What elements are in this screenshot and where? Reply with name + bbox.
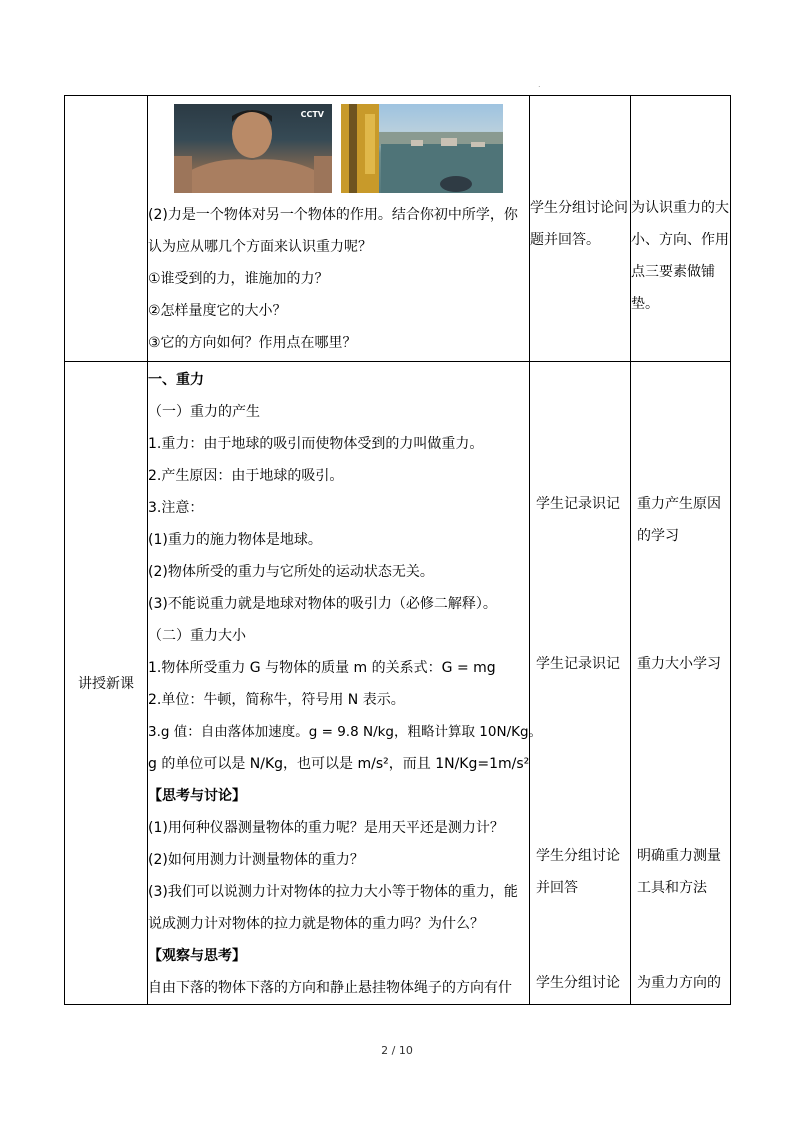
student-activity-text: 学生记录识记: [536, 496, 620, 512]
text-line: （一）重力的产生: [148, 404, 260, 420]
design-intent-text: 重力大小学习: [637, 656, 721, 672]
text-line: 2.产生原因：由于地球的吸引。: [148, 468, 344, 484]
text-line: ①谁受到的力，谁施加的力？: [148, 271, 329, 287]
text-line: 3.注意：: [148, 500, 204, 516]
section-heading: 【思考与讨论】: [148, 788, 246, 804]
cctv-logo: CCTV: [300, 110, 324, 119]
text-line: 自由下落的物体下落的方向和静止悬挂物体绳子的方向有什: [148, 980, 512, 996]
section-heading: 一、重力: [148, 372, 204, 388]
table-row: [65, 362, 731, 1005]
content-cell: [148, 96, 530, 362]
text-line: ③它的方向如何？作用点在哪里？: [148, 335, 357, 351]
text-line: (1)用何种仪器测量物体的重力呢？是用天平还是测力计？: [148, 820, 504, 836]
text-line: 1.重力：由于地球的吸引而使物体受到的力叫做重力。: [148, 436, 484, 452]
design-intent-text: 明确重力测量工具和方法: [637, 848, 721, 896]
stage-cell: [65, 362, 148, 1005]
bungee-photo-icon: [341, 104, 503, 193]
text-line: 3.g 值：自由落体加速度。g = 9.8 N/kg，粗略计算取 10N/Kg。: [148, 724, 543, 740]
stage-cell-empty: [65, 96, 148, 362]
student-activity-text: 学生分组讨论问题并回答。: [530, 200, 628, 248]
text-line: (1)重力的施力物体是地球。: [148, 532, 322, 548]
text-line: (3)不能说重力就是地球对物体的吸引力（必修二解释）。: [148, 596, 497, 612]
student-activity-cell: [530, 96, 631, 362]
design-intent-text: 为重力方向的: [637, 975, 721, 991]
text-line: （二）重力大小: [148, 628, 246, 644]
content-cell: [148, 362, 543, 1005]
stage-label: 讲授新课: [78, 676, 134, 692]
design-intent-text: 重力产生原因的学习: [637, 496, 721, 544]
table-row: [65, 96, 731, 362]
text-line: (2)如何用测力计测量物体的重力？: [148, 852, 364, 868]
page-number: 2 / 10: [381, 1044, 413, 1057]
header-dot: .: [538, 80, 541, 89]
text-line: 1.物体所受重力 G 与物体的质量 m 的关系式：G = mg: [148, 660, 496, 676]
diver-photo-icon: [174, 104, 332, 193]
student-activity-text: 学生分组讨论并回答: [536, 848, 620, 896]
text-line: 2.单位：牛顿，简称牛，符号用 N 表示。: [148, 692, 405, 708]
text-line: ②怎样量度它的大小？: [148, 303, 287, 319]
student-activity-cell: [530, 362, 631, 1005]
text-line: (2)物体所受的重力与它所处的运动状态无关。: [148, 564, 434, 580]
student-activity-text: 学生记录识记: [536, 656, 620, 672]
section-heading: 【观察与思考】: [148, 948, 246, 964]
text-line: (2)力是一个物体对另一个物体的作用。结合你初中所学，你认为应从哪几个方面来认识重力呢？: [148, 207, 518, 255]
lesson-plan-table: [64, 95, 731, 1005]
design-intent-text: 为认识重力的大小、方向、作用点三要素做铺垫。: [631, 200, 729, 312]
text-line: g 的单位可以是 N/Kg，也可以是 m/s²，而且 1N/Kg=1m/s²: [148, 756, 530, 772]
text-line: (3)我们可以说测力计对物体的拉力大小等于物体的重力，能说成测力计对物体的拉力就是物体的重力吗？为什么？: [148, 884, 518, 932]
design-intent-cell: [631, 96, 731, 362]
design-intent-cell: [631, 362, 731, 1005]
student-activity-text: 学生分组讨论: [536, 975, 620, 991]
